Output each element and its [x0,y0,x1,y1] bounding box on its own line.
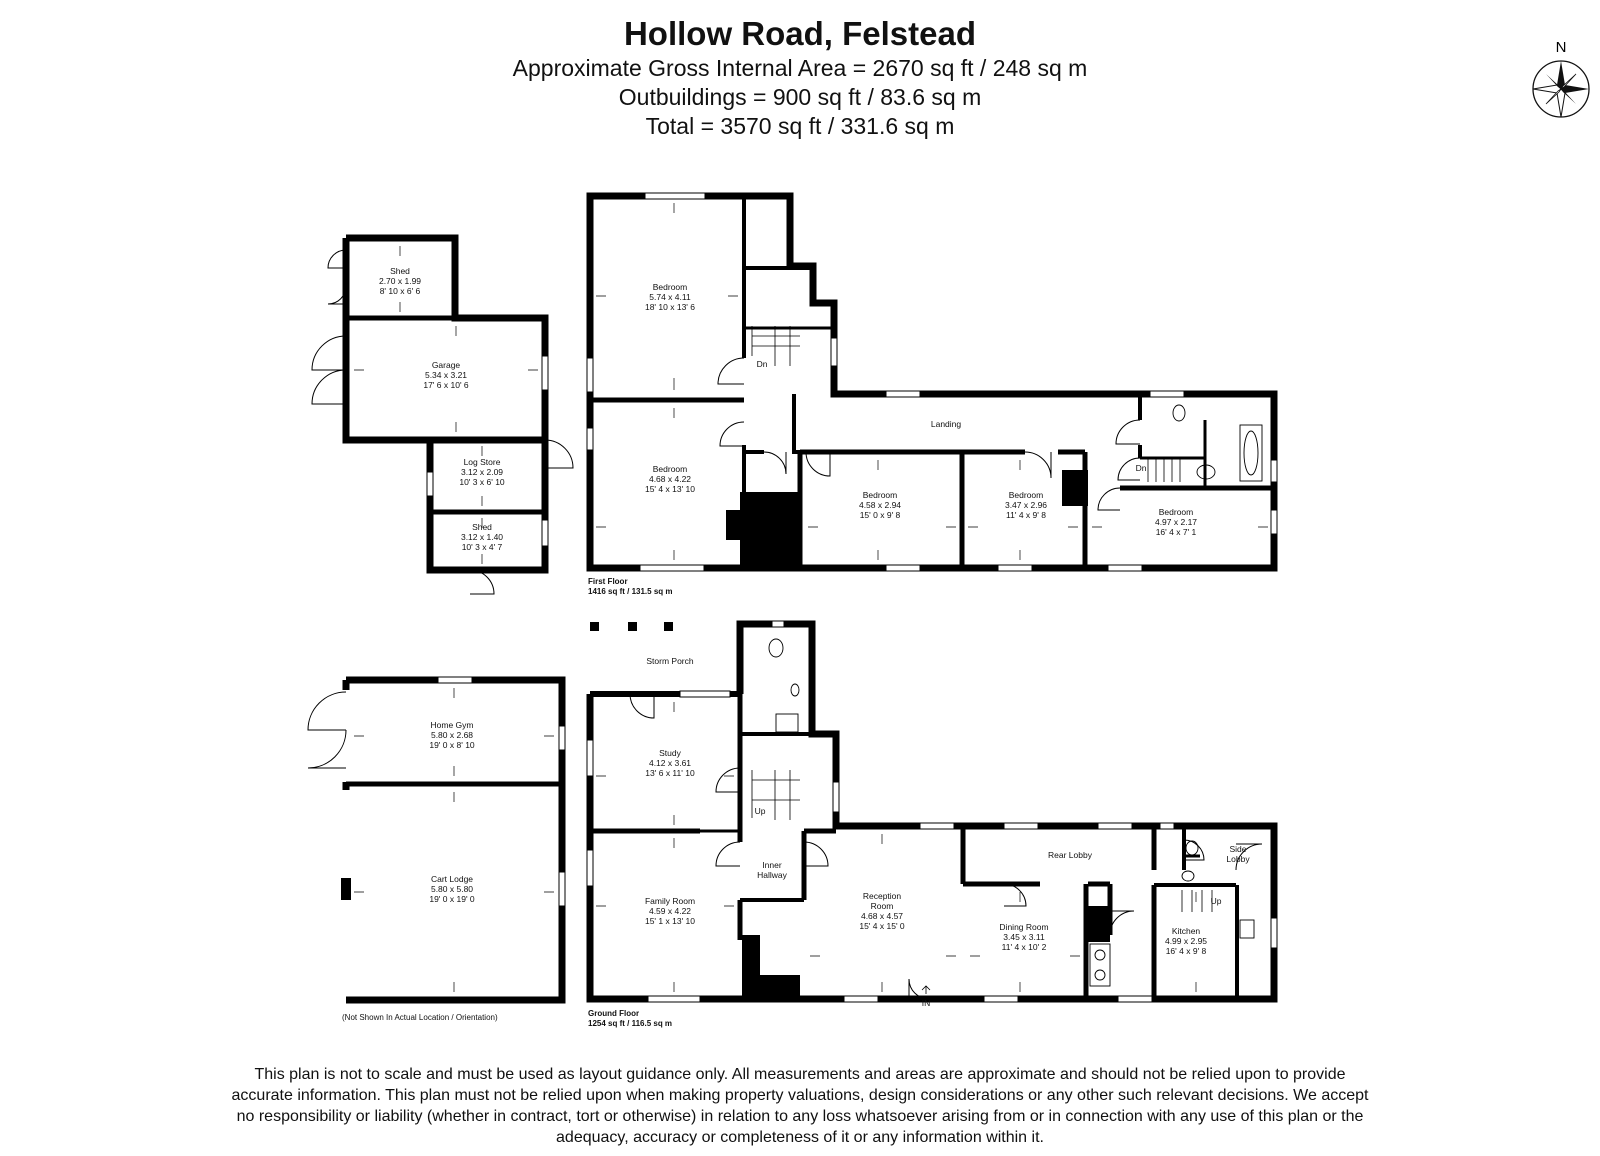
dining-room-name: Dining Room [999,922,1049,932]
cart-lodge-imperial: 19' 0 x 19' 0 [429,894,475,904]
bedroom-5-imperial: 16' 4 x 7' 1 [1155,527,1197,537]
side-lobby-line1: Side [1229,844,1247,854]
log-store-name: Log Store [463,457,501,467]
up-label-2: Up [1210,896,1222,906]
shed-top-metric: 2.70 x 1.99 [378,276,422,286]
storm-porch-label: Storm Porch [646,656,694,666]
windows [424,193,1277,1002]
reception-name-line2: Room [870,901,894,911]
compass-label: N [1555,39,1567,56]
inner-hallway-line1: Inner [762,860,782,870]
dn-label-1: Dn [756,359,768,369]
garage-metric: 5.34 x 3.21 [424,370,468,380]
dining-room-imperial: 11' 4 x 10' 2 [1001,942,1047,952]
dn-label-2: Dn [1135,463,1147,473]
shed-bottom-name: Shed [472,522,492,532]
shed-bottom-metric: 3.12 x 1.40 [460,532,504,542]
home-gym-metric: 5.80 x 2.68 [430,730,474,740]
kitchen-metric: 4.99 x 2.95 [1164,936,1208,946]
outbuilding-labels [342,266,505,1022]
kitchen-imperial: 16' 4 x 9' 8 [1165,946,1207,956]
rear-lobby-label: Rear Lobby [1048,850,1092,860]
shed-top-name: Shed [390,266,410,276]
walls [341,196,1274,1000]
reception-name-line1: Reception [862,891,902,901]
total-area: Total = 3570 sq ft / 331.6 sq m [645,113,955,139]
log-store-metric: 3.12 x 2.09 [460,467,504,477]
side-lobby-line2: Lobby [1226,854,1250,864]
outbuildings-area: Outbuildings = 900 sq ft / 83.6 sq m [618,84,982,110]
bedroom-4-imperial: 11' 4 x 9' 8 [1006,510,1046,520]
home-gym-imperial: 19' 0 x 8' 10 [429,740,475,750]
home-gym-name: Home Gym [430,720,474,730]
bedroom-1-name: Bedroom [652,282,688,292]
bedroom-3-metric: 4.58 x 2.94 [858,500,902,510]
bedroom-4-metric: 3.47 x 2.96 [1004,500,1048,510]
bedroom-3-imperial: 15' 0 x 9' 8 [859,510,901,520]
ground-floor-labels [588,656,1250,1028]
family-room-name: Family Room [644,896,696,906]
first-floor-label: First Floor [588,577,628,586]
dining-room-metric: 3.45 x 3.11 [1003,932,1045,942]
entrance-label: IN [921,998,931,1008]
family-room-imperial: 15' 1 x 13' 10 [644,916,696,926]
cart-lodge-metric: 5.80 x 5.80 [430,884,474,894]
bedroom-1-imperial: 18' 10 x 13' 6 [644,302,696,312]
bedroom-5-name: Bedroom [1158,507,1194,517]
bedroom-2-name: Bedroom [652,464,688,474]
garage-name: Garage [431,360,461,370]
cart-lodge-name: Cart Lodge [430,874,474,884]
kitchen-name: Kitchen [1171,926,1201,936]
bedroom-2-imperial: 15' 4 x 13' 10 [644,484,696,494]
outbuilding-note: (Not Shown In Actual Location / Orientation) [342,1013,498,1022]
ground-floor-area: 1254 sq ft / 116.5 sq m [588,1019,673,1028]
entrance-arrow-icon [922,986,930,994]
study-name: Study [659,748,681,758]
ground-floor-label: Ground Floor [588,1009,640,1018]
bedroom-3-name: Bedroom [862,490,898,500]
reception-metric: 4.68 x 4.57 [860,911,904,921]
plan-title: Hollow Road, Felstead [623,15,977,52]
first-floor-area: 1416 sq ft / 131.5 sq m [588,587,673,596]
up-label-1: Up [754,806,766,816]
landing-label: Landing [930,419,962,429]
bedroom-1-metric: 5.74 x 4.11 [649,292,691,302]
family-room-metric: 4.59 x 4.22 [648,906,692,916]
study-imperial: 13' 6 x 11' 10 [645,768,695,778]
inner-hallway-line2: Hallway [757,870,787,880]
bedroom-5-metric: 4.97 x 2.17 [1154,517,1198,527]
reception-imperial: 15' 4 x 15' 0 [859,921,905,931]
log-store-imperial: 10' 3 x 6' 10 [459,477,505,487]
shed-bottom-imperial: 10' 3 x 4' 7 [461,542,503,552]
first-floor-labels [588,282,1197,596]
study-metric: 4.12 x 3.61 [648,758,692,768]
gross-internal-area: Approximate Gross Internal Area = 2670 sq ft / 248 sq m [512,55,1088,81]
bedroom-2-metric: 4.68 x 4.22 [648,474,692,484]
shed-top-imperial: 8' 10 x 6' 6 [379,286,421,296]
bedroom-4-name: Bedroom [1008,490,1044,500]
disclaimer-text: This plan is not to scale and must be used as layout guidance only. All measurements and areas are approximate and should not be relied upon to provide accurate information. This plan must not be relied upon when making property valuations, design considerations or any other such relevant decisions. We accept no responsibility or liability (whether in contract, tort or otherwise) in relation to any loss whatsoever arising from or in connection with any use of this plan or the adequacy, accuracy or completeness of it or any information within it. [231,1066,1369,1146]
garage-imperial: 17' 6 x 10' 6 [423,380,469,390]
